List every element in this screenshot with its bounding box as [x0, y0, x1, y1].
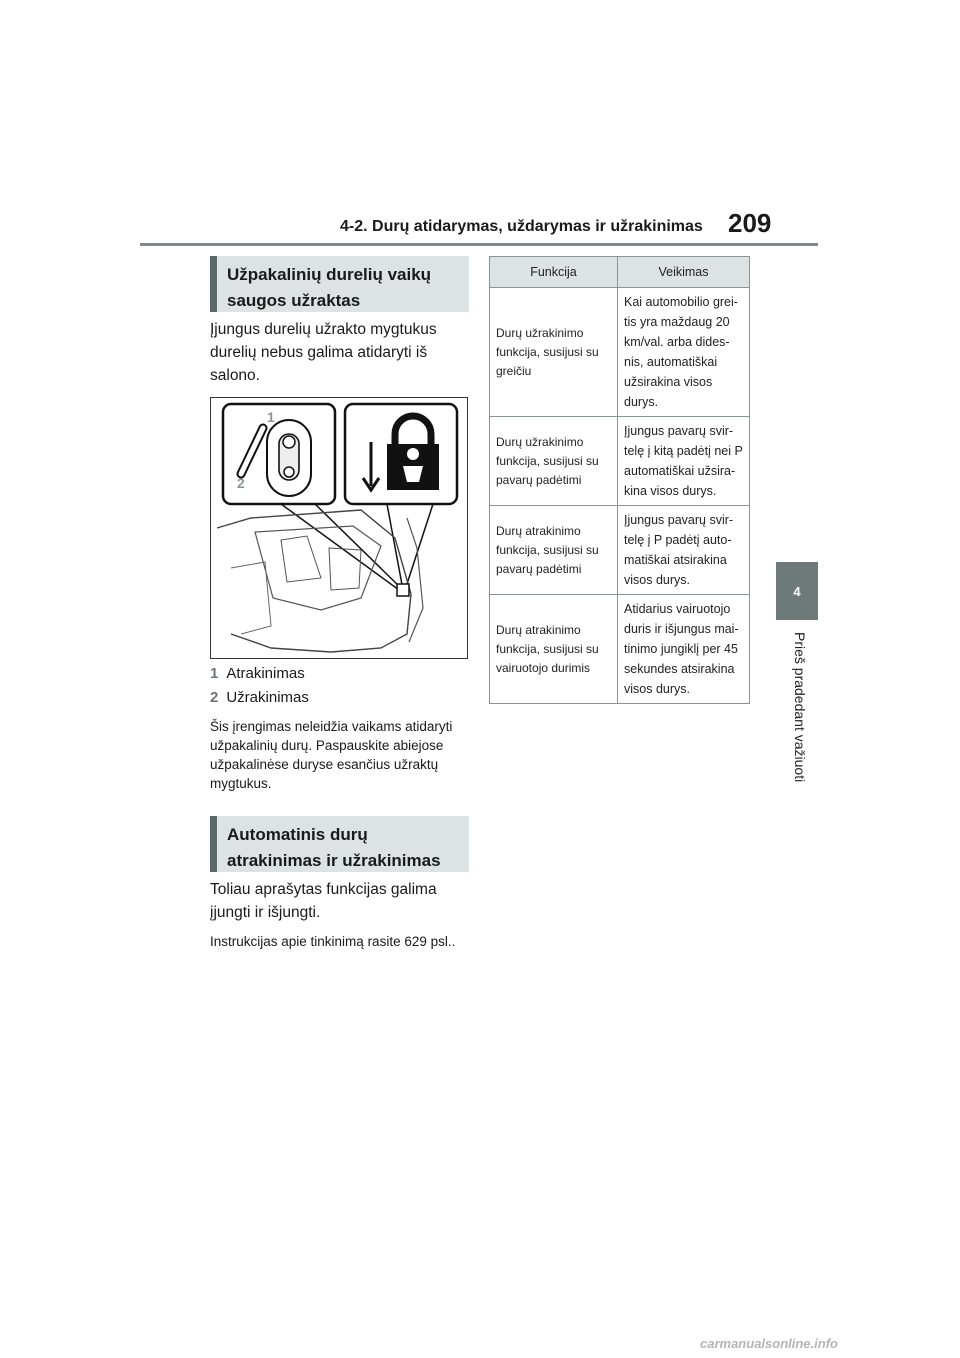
legend-number: 2	[210, 689, 219, 706]
section-heading-line: Automatinis durų	[227, 825, 368, 844]
legend-item	[210, 665, 305, 682]
table-cell-operation: Atidarius vairuotojo duris ir išjungus mai-tinimo jungiklį per 45 sekundes atsirakina visos durys.	[618, 595, 750, 704]
table-cell-function: Durų užrakinimo funkcija, susijusi su greičiu	[490, 288, 618, 417]
legend-text: Užrakinimas	[226, 689, 309, 706]
page-number: 209	[728, 208, 772, 238]
table-header-cell: Veikimas	[618, 257, 750, 288]
header-rule	[140, 243, 818, 246]
table-cell-function: Durų atrakinimo funkcija, susijusi su vairuotojo durimis	[490, 595, 618, 704]
legend-number: 1	[210, 665, 219, 682]
child-lock-figure	[210, 397, 468, 659]
child-lock-illustration	[211, 398, 467, 658]
section-heading-line: atrakinimas ir užrakinimas	[227, 851, 441, 870]
table-row	[490, 288, 750, 417]
function-table	[489, 256, 750, 704]
table-cell-function: Durų užrakinimo funkcija, susijusi su pavarų padėtimi	[490, 417, 618, 506]
table-header-cell: Funkcija	[490, 257, 618, 288]
figure-label-1: 1	[267, 409, 275, 425]
table-cell-function: Durų atrakinimo funkcija, susijusi su pavarų padėtimi	[490, 506, 618, 595]
legend-item	[210, 689, 309, 706]
section-heading-auto-lock	[210, 816, 469, 872]
table-row	[490, 417, 750, 506]
table-row	[490, 595, 750, 704]
table-cell-operation: Kai automobilio grei-tis yra maždaug 20 km/val. arba dides-nis, automatiškai užsirakina visos durys.	[618, 288, 750, 417]
table-row	[490, 506, 750, 595]
section-heading-line: Užpakalinių durelių vaikų	[227, 265, 432, 284]
section-heading-child-lock	[210, 256, 469, 312]
section-note-text: Instrukcijas apie tinkinimą rasite 629 psl..	[210, 934, 456, 949]
watermark: carmanualsonline.info	[700, 1336, 838, 1351]
section-intro-text: Toliau aprašytas funkcijas galima įjungti ir išjungti.	[210, 881, 437, 921]
section-heading-line: saugos užraktas	[227, 291, 361, 310]
chapter-side-label: Prieš pradedant važiuoti	[792, 632, 808, 783]
chapter-tab: 4	[776, 562, 818, 620]
section-note-text: Šis įrengimas neleidžia vaikams atidaryti užpakalinių durų. Paspauskite abiejose užpakalinėse duryse esančius užraktų mygtukus.	[210, 719, 453, 791]
legend-text: Atrakinimas	[226, 665, 305, 682]
section-intro-text: Įjungus durelių užrakto mygtukus durelių nebus galima atidaryti iš salono.	[210, 321, 437, 384]
figure-label-2: 2	[237, 475, 245, 491]
table-header-row	[490, 257, 750, 288]
page-header-title: 4-2. Durų atidarymas, uždarymas ir užrakinimas	[340, 218, 703, 235]
table-cell-operation: Įjungus pavarų svir-telę į kitą padėtį nei P automatiškai užsira-kina visos durys.	[618, 417, 750, 506]
table-cell-operation: Įjungus pavarų svir-telę į P padėtį auto-matiškai atsirakina visos durys.	[618, 506, 750, 595]
